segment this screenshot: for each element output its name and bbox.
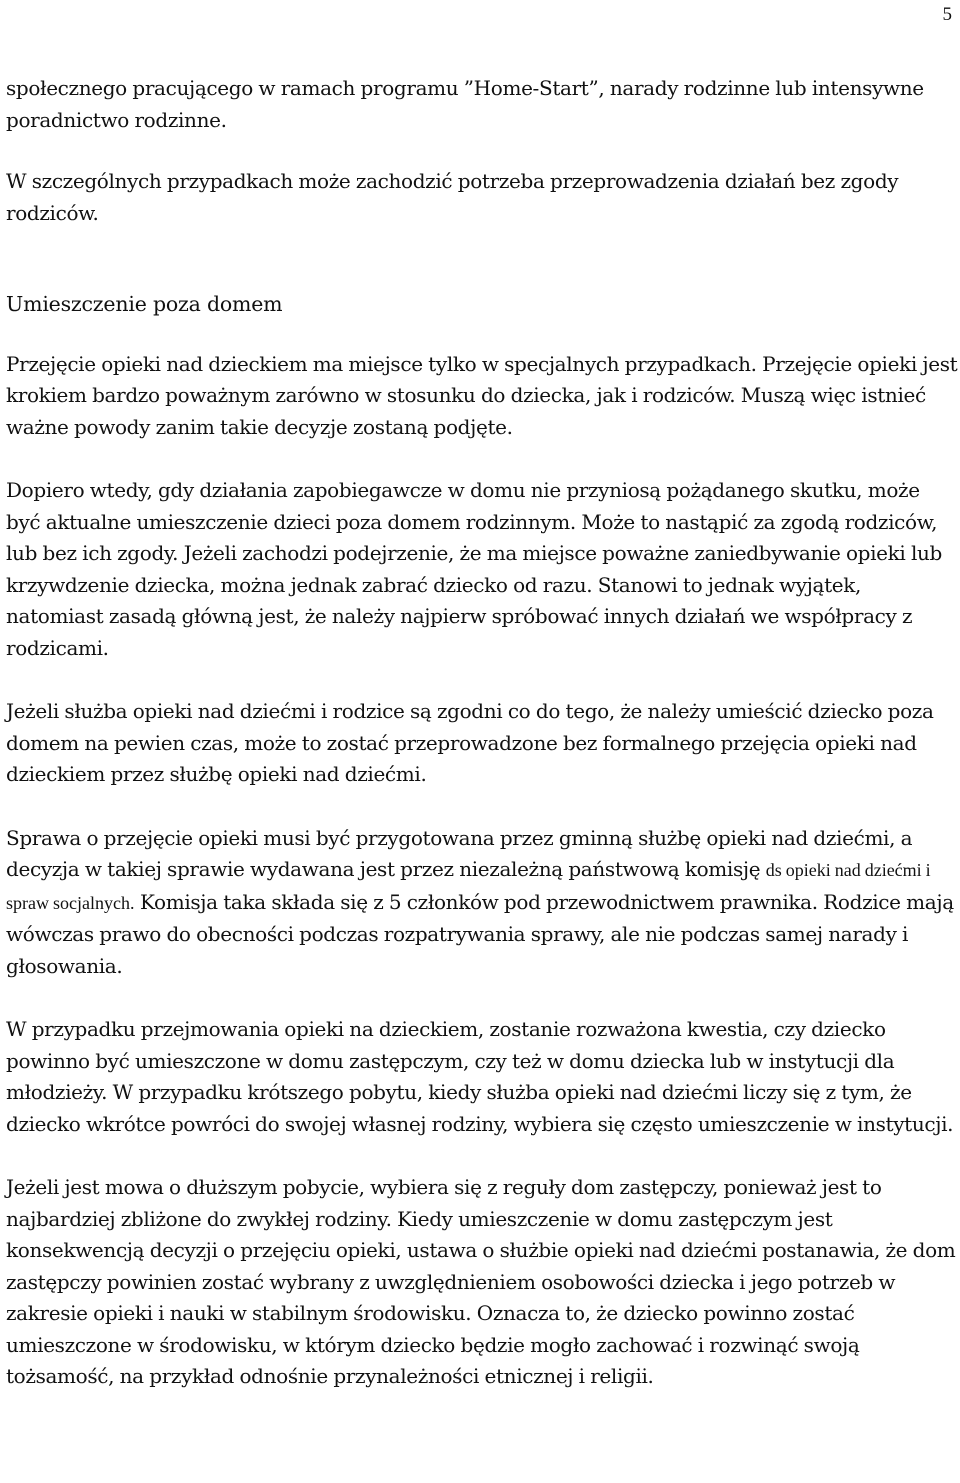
- custody-case-text-c: Komisja taka składa się z 5 członków pod przewodnictwem prawnika. Rodzice mają wówczas prawo do obecności podczas rozpatrywania sprawy, ale nie podczas samej narady i głosowania.: [6, 889, 954, 978]
- page-number: 5: [942, 4, 952, 25]
- paragraph-intro-continuation: społecznego pracującego w ramach programu ”Home-Start”, narady rodzinne lub intensywne poradnictwo rodzinne.: [6, 76, 924, 132]
- paragraph-special-cases: W szczególnych przypadkach może zachodzić potrzeba przeprowadzenia działań bez zgody rodziców.: [6, 169, 899, 225]
- section-heading: Umieszczenie poza domem: [6, 292, 283, 316]
- paragraph-custody-intro: Przejęcie opieki nad dzieckiem ma miejsce tylko w specjalnych przypadkach. Przejęcie opieki jest krokiem bardzo poważnym zarówno w stosunku do dziecka, jak i rodziców. Muszą więc istnieć ważne powody zanim takie decyzje zostaną podjęte.: [6, 351, 958, 439]
- paragraph-placement-type: W przypadku przejmowania opieki na dzieckiem, zostanie rozważona kwestia, czy dziecko powinno być umieszczone w domu zastępczym, czy też w domu dziecka lub w instytucji dla młodzieży. W przypadku krótszego pobytu, kiedy służba opieki nad dziećmi liczy się z tym, że dziecko wkrótce powróci do swojej własnej rodziny, wybiera się często umieszczenie w instytucji.: [6, 1017, 954, 1136]
- custody-case-text-a: Sprawa o przejęcie opieki musi być przygotowana przez gminną służbę opieki nad dziećmi, a decyzja w takiej sprawie wydawana jest przez niezależną państwową komisję: [6, 825, 913, 881]
- paragraph-voluntary-placement: Jeżeli służba opieki nad dziećmi i rodzice są zgodni co do tego, że należy umieścić dziecko poza domem na pewien czas, może to zostać przeprowadzone bez formalnego przejęcia opieki nad dzieckiem przez służbę opieki nad dziećmi.: [6, 699, 934, 786]
- paragraph-preventive-measures: Dopiero wtedy, gdy działania zapobiegawcze w domu nie przyniosą pożądanego skutku, może być aktualne umieszczenie dzieci poza domem rodzinnym. Może to nastąpić za zgodą rodziców, lub bez ich zgody. Jeżeli zachodzi podejrzenie, że ma miejsce poważne zaniedbywanie opieki lub krzywdzenie dziecka, można jednak zabrać dziecko od razu. Stanowi to jednak wyjątek, natomiast zasadą główną jest, że należy najpierw spróbować innych działań we współpracy z rodzicami.: [6, 478, 943, 660]
- paragraph-foster-home: Jeżeli jest mowa o dłuższym pobycie, wybiera się z reguły dom zastępczy, ponieważ jest to najbardziej zbliżone do zwykłej rodziny. Kiedy umieszczenie w domu zastępczym jest konsekwencją decyzji o przejęciu opieki, ustawa o służbie opieki nad dziećmi postanawia, że dom zastępczy powinien zostać wybrany z uwzględnieniem osobowości dziecka i jego potrzeb w zakresie opieki i nauki w stabilnym środowisku. Oznacza to, że dziecko powinno zostać umieszczone w środowisku, w którym dziecko będzie mogło zachować i rozwinąć swoją tożsamość, na przykład odnośnie przynależności etnicznej i religii.: [6, 1175, 956, 1388]
- custody-case-text-b: ds opieki nad dziećmi i spraw socjalnych.: [6, 860, 931, 913]
- paragraph-custody-case: [6, 823, 958, 983]
- document-body: [6, 73, 958, 1393]
